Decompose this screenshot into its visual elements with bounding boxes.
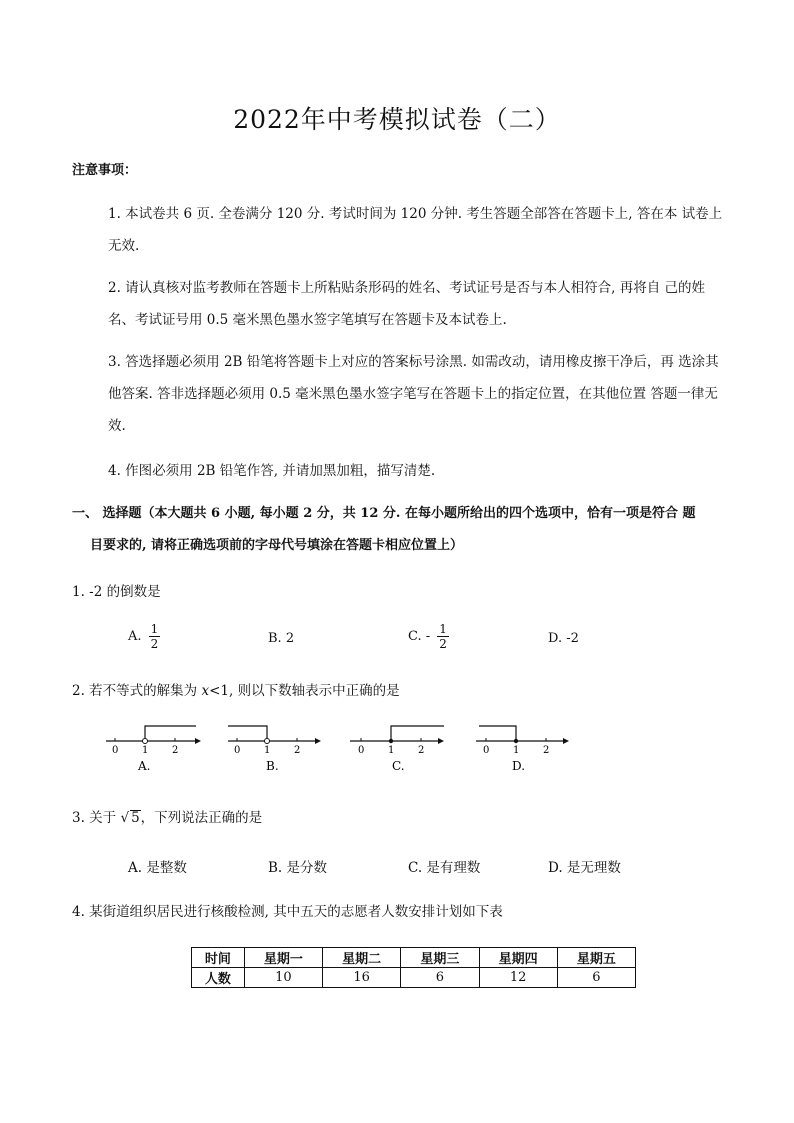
sqrt-radicand: 5 — [131, 810, 140, 826]
question-2-stem — [72, 679, 400, 699]
volunteer-table — [191, 947, 636, 988]
q1-option-c — [408, 622, 449, 651]
table-header-row — [192, 948, 636, 968]
table-cell: 10 — [244, 968, 322, 988]
table-cell: 6 — [557, 968, 635, 988]
tick-label-0: 0 — [112, 745, 119, 756]
q2-stem-text: 2. 若不等式的解集为 — [72, 683, 202, 699]
tick-label-0: 0 — [358, 745, 365, 756]
q1-option-a-prefix: A. — [128, 629, 142, 644]
table-cell: 12 — [479, 968, 557, 988]
option-label-c: C. — [392, 759, 405, 773]
table-cell: 星期五 — [557, 948, 635, 968]
fraction-denominator: 2 — [439, 637, 447, 651]
q1-option-c-fraction — [437, 622, 449, 651]
table-row — [192, 968, 636, 988]
tick-label-2: 2 — [294, 745, 301, 756]
question-3-stem — [72, 806, 262, 826]
q3-stem-text-after: ，下列说法正确的是 — [140, 810, 263, 826]
table-cell: 星期三 — [401, 948, 479, 968]
table-cell: 时间 — [192, 948, 245, 968]
question-1-stem: 1. -2 的倒数是 — [72, 584, 161, 600]
table-cell: 人数 — [192, 968, 245, 988]
table-cell: 星期一 — [244, 948, 322, 968]
section-heading — [72, 498, 728, 562]
table-cell: 星期二 — [323, 948, 401, 968]
q2-stem-text-after: <1, 则以下数轴表示中正确的是 — [209, 683, 400, 699]
q3-option-a: A. 是整数 — [128, 860, 187, 876]
option-label-a: A. — [138, 759, 151, 773]
q3-option-d: D. 是无理数 — [548, 860, 621, 876]
sqrt-sign: √ — [120, 810, 130, 826]
q1-option-a — [128, 622, 160, 651]
q3-option-c: C. 是有理数 — [408, 860, 481, 876]
fraction-numerator: 1 — [150, 622, 159, 636]
number-line-d — [476, 726, 569, 773]
table-cell: 星期四 — [479, 948, 557, 968]
option-label-d: D. — [512, 759, 526, 773]
tick-label-0: 0 — [234, 745, 241, 756]
number-line-options — [100, 718, 580, 778]
section-heading-line2: 目要求的, 请将正确选项前的字母代号填涂在答题卡相应位置上） — [90, 538, 464, 553]
tick-label-2: 2 — [172, 745, 179, 756]
notice-item-1: 1. 本试卷共 6 页. 全卷满分 120 分. 考试时间为 120 分钟. 考生答题全部答在答题卡上, 答在本 试卷上无效. — [108, 206, 723, 254]
notice-item-2: 2. 请认真核对监考教师在答题卡上所粘贴条形码的姓名、考试证号是否与本人相符合, 再将自 己的姓名、考试证号用 0.5 毫米黑色墨水签字笔填写在答题卡及本试卷上. — [108, 280, 706, 328]
tick-label-2: 2 — [543, 745, 550, 756]
tick-label-1: 1 — [388, 745, 395, 756]
q1-option-d: D. -2 — [548, 631, 579, 646]
tick-label-1: 1 — [142, 745, 149, 756]
q1-option-a-fraction — [149, 622, 161, 651]
tick-label-0: 0 — [483, 745, 490, 756]
number-line-c — [350, 726, 444, 773]
fraction-numerator: 1 — [439, 622, 447, 636]
notice-item-4: 4. 作图必须用 2B 铅笔作答, 并请加黑加粗，描写清楚. — [108, 463, 436, 479]
table-cell: 16 — [323, 968, 401, 988]
q1-option-b: B. 2 — [268, 631, 295, 646]
tick-label-1: 1 — [513, 745, 520, 756]
question-4-stem: 4. 某街道组织居民进行核酸检测, 其中五天的志愿者人数安排计划如下表 — [72, 904, 503, 920]
page-title: 2022年中考模拟试卷（二） — [233, 105, 561, 134]
table-cell: 6 — [401, 968, 479, 988]
tick-label-2: 2 — [418, 745, 425, 756]
q3-stem-text: 3. 关于 — [72, 810, 121, 826]
option-label-b: B. — [266, 759, 279, 773]
tick-label-1: 1 — [264, 745, 271, 756]
number-line-b — [228, 726, 321, 773]
notice-heading: 注意事项： — [72, 163, 138, 178]
q3-option-b: B. 是分数 — [268, 860, 328, 876]
section-heading-line1: 一、 选择题（本大题共 6 小题, 每小题 2 分，共 12 分. 在每小题所给出的四个选项中，恰有一项是符合 题 — [72, 506, 696, 521]
fraction-denominator: 2 — [150, 637, 159, 651]
q2-variable: x — [201, 683, 210, 699]
number-line-a — [106, 726, 201, 773]
notice-item-3: 3. 答选择题必须用 2B 铅笔将答题卡上对应的答案标号涂黑. 如需改动，请用橡皮擦干净后，再 选涂其他答案. 答非选择题必须用 0.5 毫米黑色墨水签字笔写在答题卡上的指定位置，在其他位置 答题一律无效. — [108, 354, 719, 434]
q1-option-c-prefix: C. - — [408, 629, 431, 644]
